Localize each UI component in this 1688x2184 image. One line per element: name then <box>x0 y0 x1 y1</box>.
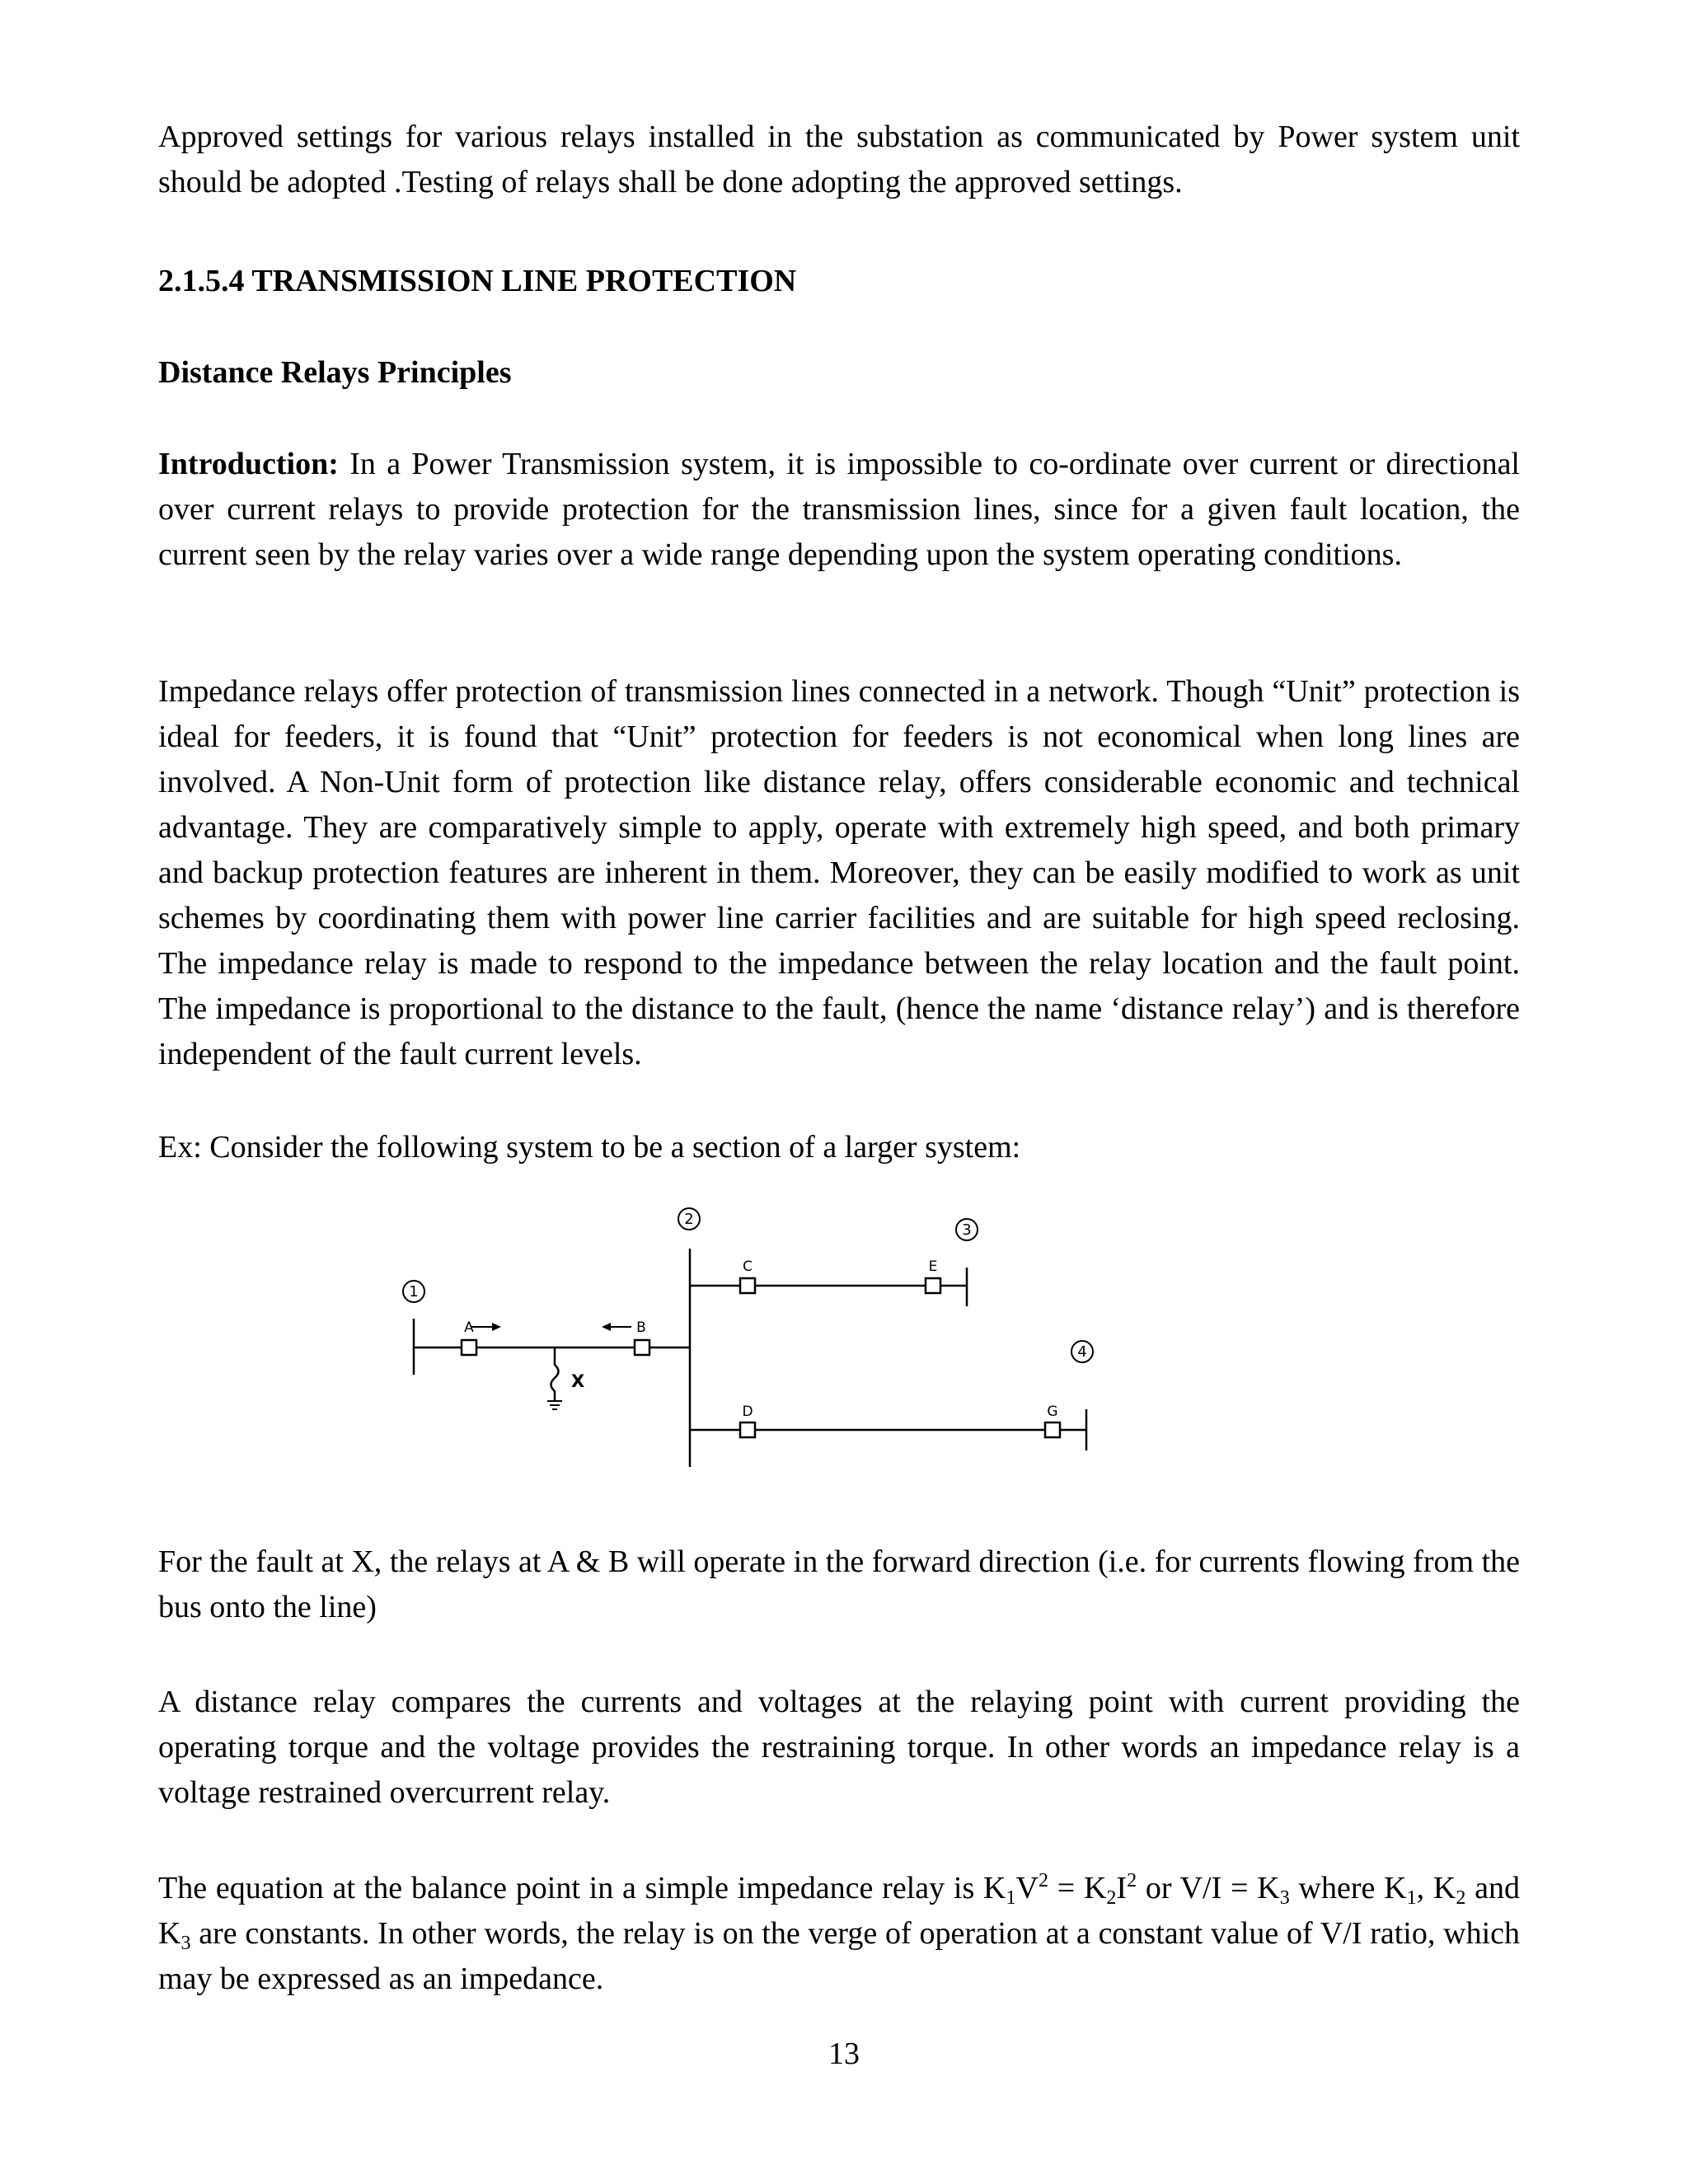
intro-label: Introduction: <box>158 447 339 481</box>
breaker-C <box>740 1278 755 1293</box>
fault-x-symbol <box>551 1347 559 1401</box>
breaker-label-B: B <box>636 1319 646 1336</box>
breaker-G <box>1045 1422 1060 1437</box>
breaker-label-D: D <box>742 1404 753 1420</box>
breaker-E <box>926 1278 940 1293</box>
breaker-B <box>635 1340 649 1355</box>
paragraph-impedance-relays: Impedance relays offer protection of transmission lines connected in a network. Though “Unit” protection is ideal for feeders, it is found that “Unit” protection for feeders is not economical when long lines are involved. A Non-Unit form of protection like distance relay, offers considerable economic and technical advantage. They are comparatively simple to apply, operate with extremely high speed, and both primary and backup protection features are inherent in them. Moreover, they can be easily modified to work as unit schemes by coordinating them with power line carrier facilities and are suitable for high speed reclosing. The impedance relay is made to respond to the impedance between the relay location and the fault point. The impedance is proportional to the distance to the fault, (hence the name ‘distance relay’) and is therefore independent of the fault current levels. <box>158 674 1520 1071</box>
breaker-D <box>740 1422 755 1437</box>
paragraph-introduction <box>158 442 1520 578</box>
breaker-label-A: A <box>464 1319 474 1336</box>
bus-label-3: 3 <box>962 1221 972 1239</box>
section-title: 2.1.5.4 TRANSMISSION LINE PROTECTION <box>158 264 797 298</box>
breaker-A <box>462 1340 476 1355</box>
breaker-label-E: E <box>928 1258 938 1275</box>
paragraph-approved-settings: Approved settings for various relays installed in the substation as communicated by Power system unit should be adopted .Testing of relays shall be done adopting the approved settings. <box>158 120 1520 199</box>
paragraph-fault-at-x: For the fault at X, the relays at A & B will operate in the forward direction (i.e. for currents flowing from the bus onto the line) <box>158 1544 1520 1624</box>
system-diagram <box>379 1203 1121 1483</box>
bus-label-2: 2 <box>684 1211 694 1228</box>
paragraph-example: Ex: Consider the following system to be a section of a larger system: <box>158 1130 1021 1165</box>
breaker-label-C: C <box>743 1258 753 1275</box>
fault-label-x: X <box>571 1371 585 1391</box>
bus-label-1: 1 <box>409 1283 419 1301</box>
paragraph-balance-equation: The equation at the balance point in a simple impedance relay is $K_1V^2 = K_2I^2$ or $V/I = K_3$ where $K_1$, $K_2$ and $K_3$ are constants. In other words, the relay is on the verge of operation at a constant value of V/I ratio, which may be expressed as an impedance. <box>158 1870 1520 1996</box>
subheading: Distance Relays Principles <box>158 355 512 390</box>
bus-label-4: 4 <box>1077 1343 1087 1361</box>
intro-text: In a Power Transmission system, it is impossible to co-ordinate over current or directional over current relays to provide protection for the transmission lines, since for a given fault location, the current seen by the relay varies over a wide range depending upon the system operating conditions. <box>158 447 1520 572</box>
page-number: 13 <box>828 2036 860 2071</box>
paragraph-distance-relay-compare: A distance relay compares the currents and voltages at the relaying point with current providing the operating torque and the voltage provides the restraining torque. In other words an impedance relay is a voltage restrained overcurrent relay. <box>158 1685 1520 1810</box>
breaker-label-G: G <box>1047 1404 1058 1420</box>
